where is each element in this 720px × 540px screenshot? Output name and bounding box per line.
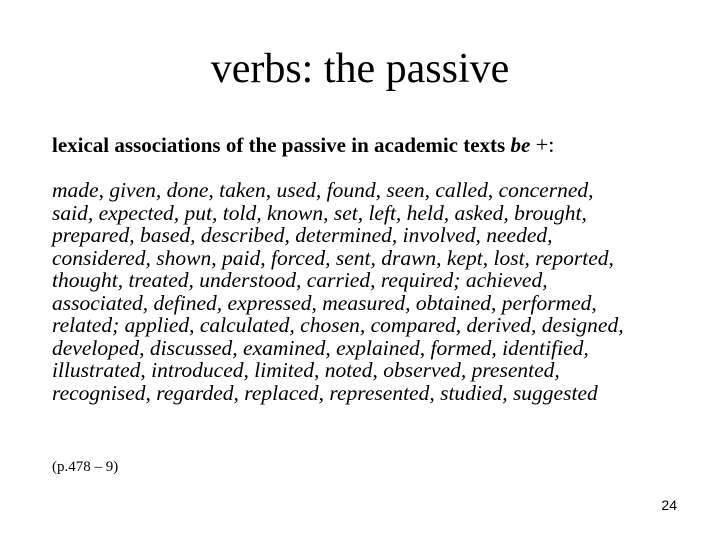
subheading <box>52 132 554 158</box>
subheading-emphasis: be <box>510 133 531 157</box>
page-reference: (p.478 – 9) <box>52 459 119 475</box>
verb-list-line: thought, treated, understood, carried, required; achieved, <box>52 268 548 292</box>
verb-list-line: said, expected, put, told, known, set, left, held, asked, brought, <box>52 200 587 225</box>
verb-list <box>52 179 712 404</box>
verb-list-line: prepared, based, described, determined, involved, needed, <box>52 223 553 247</box>
verb-list-line: associated, defined, expressed, measured, obtained, performed, <box>52 290 597 315</box>
verb-list-line: made, given, done, taken, used, found, seen, called, concerned, <box>52 178 594 202</box>
verb-list-line: considered, shown, paid, forced, sent, drawn, kept, lost, reported, <box>52 245 614 270</box>
slide-title: verbs: the passive <box>210 46 510 92</box>
verb-list-line: recognised, regarded, replaced, represented, studied, suggested <box>52 380 598 405</box>
verb-list-line: illustrated, introduced, limited, noted, observed, presented, <box>52 358 560 382</box>
subheading-suffix: +: <box>530 132 555 157</box>
subheading-text: lexical associations of the passive in academic texts <box>52 133 511 157</box>
verb-list-line: developed, discussed, examined, explained, formed, identified, <box>52 335 589 360</box>
verb-list-line: related; applied, calculated, chosen, compared, derived, designed, <box>52 313 624 337</box>
slide-number: 24 <box>661 497 677 513</box>
